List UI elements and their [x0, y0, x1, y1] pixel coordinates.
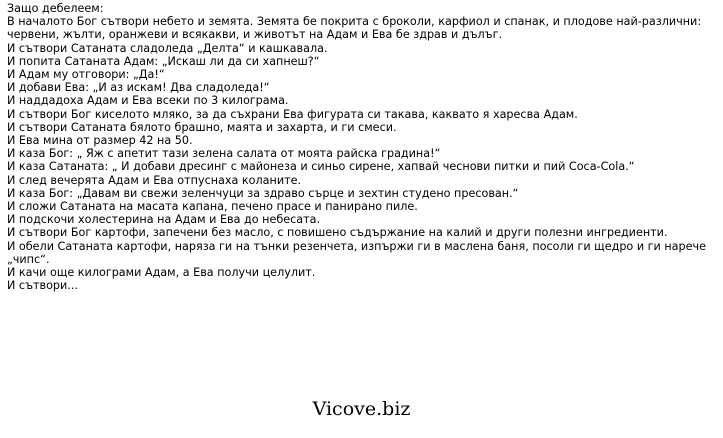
story-line: И сътвори Сатаната бялото брашно, маята и захарта, и ги смеси.: [7, 120, 397, 134]
story-line: И сътвори Сатаната сладоледа „Делта“ и кашкавала.: [7, 41, 328, 55]
story-line: И сложи Сатаната на масата капана, печено прасе и панирано пиле.: [7, 200, 418, 214]
site-watermark: Vicove.biz: [312, 398, 411, 420]
story-line: И наддадоха Адам и Ева всеки по 3 килограма.: [7, 94, 289, 108]
story-line: И каза Бог: „Давам ви свежи зеленчуци за здраво сърце и зехтин студено пресован.“: [7, 186, 519, 200]
story-line: И обели Сатаната картофи, наряза ги на тънки резенчета, изпържи ги в маслена баня, посоли ги щедро и ги нарече „чипс“.: [7, 239, 707, 266]
story-line: И каза Сатаната: „ И добави дресинг с майонеза и синьо сирене, хапвай чеснови питки и пий Coca-Cola.“: [7, 160, 635, 174]
story-line: И попита Сатаната Адам: „Искаш ли да си хапнеш?“: [7, 54, 320, 68]
story-line: В началото Бог сътвори небето и земята. Земята бе покрита с броколи, карфиол и спанак, и плодове най-различни: червени, жълти, оранжеви и всякакви, и животът на Адам и Ева бе здрав и дълъг.: [7, 15, 702, 42]
story-line: И сътвори Бог картофи, запечени без масло, с повишено съдържание на калий и други полезни ингредиенти.: [7, 226, 668, 240]
story-text: [7, 2, 719, 292]
story-title: Защо дебелеем:: [7, 2, 104, 15]
story-line: И подскочи холестерина на Адам и Ева до небесата.: [7, 213, 321, 227]
story-line: И каза Бог: „ Яж с апетит тази зелена салата от моята райска градина!“: [7, 147, 441, 161]
story-line: И сътвори Бог киселото мляко, за да съхрани Ева фигурата си такава, каквато я харесва Адам.: [7, 107, 578, 121]
story-line: И Адам му отговори: „Да!“: [7, 68, 165, 82]
story-line: И сътвори...: [7, 279, 78, 293]
story-line: И Ева мина от размер 42 на 50.: [7, 134, 193, 148]
story-line: И добави Ева: „И аз искам! Два сладоледа!“: [7, 81, 270, 95]
story-line: И качи още килограми Адам, а Ева получи целулит.: [7, 266, 316, 280]
story-line: И след вечерята Адам и Ева отпуснаха коланите.: [7, 173, 302, 187]
